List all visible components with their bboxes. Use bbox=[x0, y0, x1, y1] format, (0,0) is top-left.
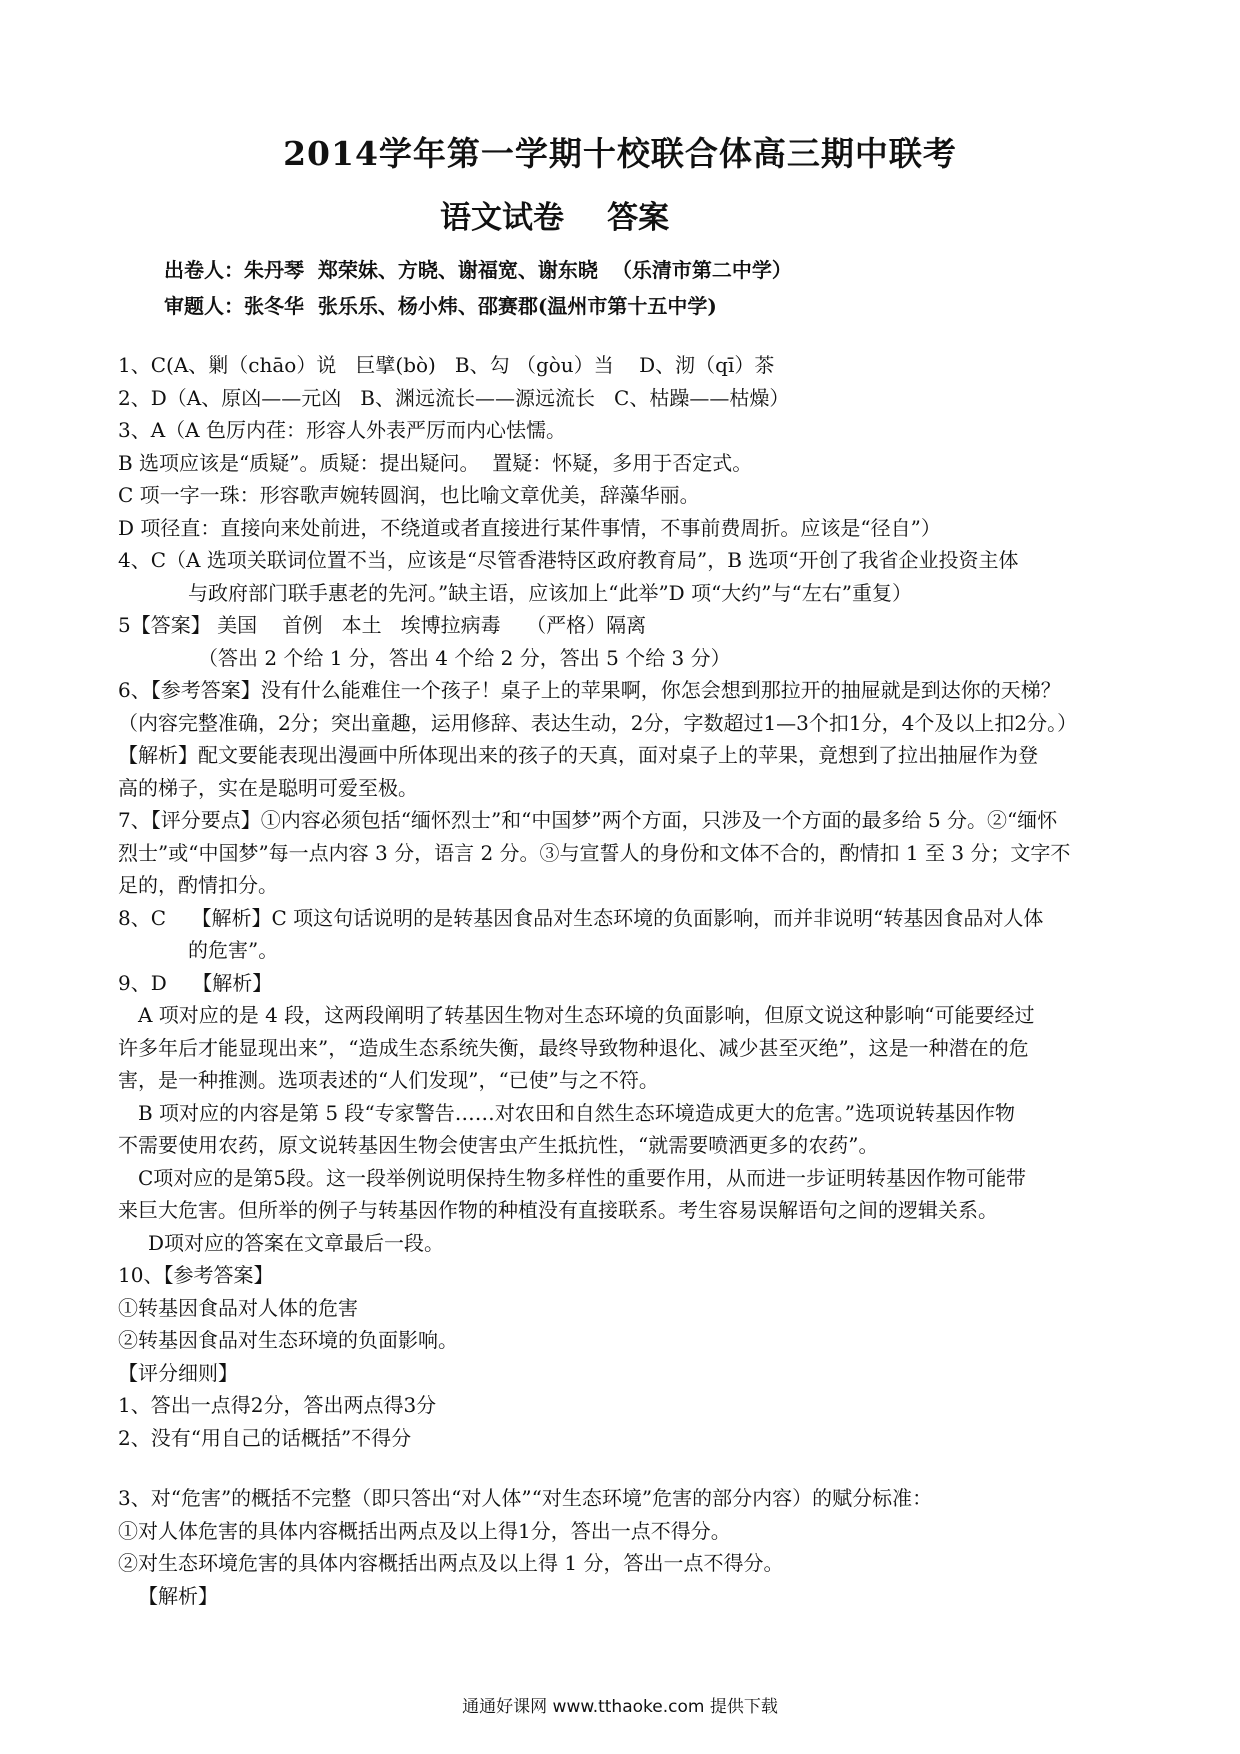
answer-line-q10-rule2: 2、没有“用自己的话概括”不得分 bbox=[118, 1425, 412, 1450]
answer-line-q10-rule1: 1、答出一点得2分，答出两点得3分 bbox=[118, 1393, 437, 1417]
answer-line-q9-d: D项对应的答案在文章最后一段。 bbox=[148, 1230, 445, 1255]
answer-line-q6-analysis: 【解析】配文要能表现出漫画中所体现出来的孩子的天真，面对桌子上的苹果，竟想到了拉出抽屉作为登 bbox=[118, 743, 1038, 767]
answer-line-q9-a-cont: 许多年后才能显现出来”，“造成生态系统失衡，最终导致物种退化、减少甚至灭绝”，这是一种潜在的危 bbox=[118, 1035, 1029, 1060]
document-subtitle: 语文试卷 答案 bbox=[440, 200, 670, 236]
answer-line-q3-b: B 选项应该是“质疑”。质疑：提出疑问。 置疑：怀疑，多用于否定式。 bbox=[118, 450, 753, 475]
answer-line-q10-analysis: 【解析】 bbox=[138, 1583, 218, 1608]
answer-line-q5-scoring: （答出 2 个给 1 分，答出 4 个给 2 分，答出 5 个给 3 分） bbox=[198, 645, 731, 670]
answer-line-q4: 4、C（A 选项关联词位置不当，应该是“尽管香港特区政府教育局”，B 选项“开创了我省企业投资主体 bbox=[118, 548, 1019, 572]
answer-line-q7-cont: 烈士”或“中国梦”每一点内容 3 分，语言 2 分。③与宣誓人的身份和文体不合的，酌情扣 1 至 3 分；文字不 bbox=[118, 840, 1071, 865]
answer-line-q9-b-cont: 不需要使用农药，原文说转基因生物会使害虫产生抵抗性，“就需要喷洒更多的农药”。 bbox=[118, 1133, 879, 1157]
answer-line-q9: 9、D 【解析】 bbox=[118, 970, 273, 995]
answer-line-q10-rules-heading: 【评分细则】 bbox=[118, 1360, 238, 1385]
author-block bbox=[164, 252, 792, 324]
reviewers-line: 审题人：张冬华 张乐乐、杨小炜、邵赛郡(温州市第十五中学) bbox=[164, 294, 717, 318]
answer-line-q3-d: D 项径直：直接向来处前进，不绕道或者直接进行某件事情，不事前费周折。应该是“径自”） bbox=[118, 515, 941, 540]
answer-line-q8: 8、C 【解析】C 项这句话说明的是转基因食品对生态环境的负面影响，而并非说明“转基因食品对人体 bbox=[118, 905, 1044, 930]
answer-line-q10-rule3: 3、对“危害”的概括不完整（即只答出“对人体”“对生态环境”危害的部分内容）的赋分标准： bbox=[118, 1486, 933, 1510]
answer-line-q3-c: C 项一字一珠：形容歌声婉转圆润，也比喻文章优美，辞藻华丽。 bbox=[118, 483, 700, 507]
answer-line-q10-rule3-a: ①对人体危害的具体内容概括出两点及以上得1分，答出一点不得分。 bbox=[118, 1518, 731, 1543]
document-title: 2014学年第一学期十校联合体高三期中联考 bbox=[283, 134, 957, 173]
answer-line-q6: 6、【参考答案】没有什么能难住一个孩子！桌子上的苹果啊，你怎会想到那拉开的抽屉就是到达你的天梯？ bbox=[118, 678, 1061, 702]
answer-line-q9-a-cont2: 害，是一种推测。选项表述的“人们发现”，“已使”与之不符。 bbox=[118, 1068, 659, 1092]
answer-line-q9-c: C项对应的是第5段。这一段举例说明保持生物多样性的重要作用，从而进一步证明转基因作物可能带 bbox=[138, 1165, 1027, 1190]
answer-line-q7: 7、【评分要点】①内容必须包括“缅怀烈士”和“中国梦”两个方面，只涉及一个方面的最多给 5 分。②“缅怀 bbox=[118, 808, 1058, 832]
answer-line-q2: 2、D（A、原凶——元凶 B、渊远流长——源远流长 C、枯躁——枯燥） bbox=[118, 385, 790, 410]
answer-line-q5: 5【答案】 美国 首例 本土 埃博拉病毒 （严格）隔离 bbox=[118, 613, 647, 637]
answer-line-q8-cont: 的危害”。 bbox=[188, 938, 279, 962]
answer-line-q10-point1: ①转基因食品对人体的危害 bbox=[118, 1295, 358, 1320]
setters-line: 出卷人：朱丹琴 郑荣妹、方晓、谢福宽、谢东晓 （乐清市第二中学） bbox=[164, 258, 792, 282]
answer-line-q9-b: B 项对应的内容是第 5 段“专家警告……对农田和自然生态环境造成更大的危害。”选项说转基因作物 bbox=[138, 1100, 1015, 1125]
answer-line-q7-cont2: 足的，酌情扣分。 bbox=[118, 873, 278, 897]
answer-line-q4-cont: 与政府部门联手惠老的先河。”缺主语，应该加上“此举”D 项“大约”与“左右”重复） bbox=[188, 580, 912, 605]
answer-line-q6-analysis-cont: 高的梯子，实在是聪明可爱至极。 bbox=[118, 775, 418, 800]
answer-body bbox=[118, 349, 1128, 1612]
spacer bbox=[118, 1454, 1128, 1482]
answer-line-q6-scoring: （内容完整准确，2分；突出童趣，运用修辞、表达生动，2分，字数超过1—3个扣1分，4个及以上扣2分。） bbox=[118, 710, 1078, 735]
answer-line-q10: 10、【参考答案】 bbox=[118, 1263, 274, 1287]
answer-line-q3: 3、A（A 色厉内荏：形容人外表严厉而内心怯懦。 bbox=[118, 418, 566, 442]
answer-line-q10-point2: ②转基因食品对生态环境的负面影响。 bbox=[118, 1328, 458, 1352]
answer-line-q9-a: A 项对应的是 4 段，这两段阐明了转基因生物对生态环境的负面影响，但原文说这种影响“可能要经过 bbox=[138, 1003, 1035, 1027]
answer-line-q1: 1、C(A、剿（chāo）说 巨擘(bò) B、勾 （gòu）当 D、沏（qī）茶 bbox=[118, 353, 775, 377]
answer-line-q9-c-cont: 来巨大危害。但所举的例子与转基因作物的种植没有直接联系。考生容易误解语句之间的逻辑关系。 bbox=[118, 1198, 998, 1222]
page-footer: 通通好课网 www.tthaoke.com 提供下载 bbox=[462, 1697, 778, 1717]
answer-line-q10-rule3-b: ②对生态环境危害的具体内容概括出两点及以上得 1 分，答出一点不得分。 bbox=[118, 1551, 784, 1575]
